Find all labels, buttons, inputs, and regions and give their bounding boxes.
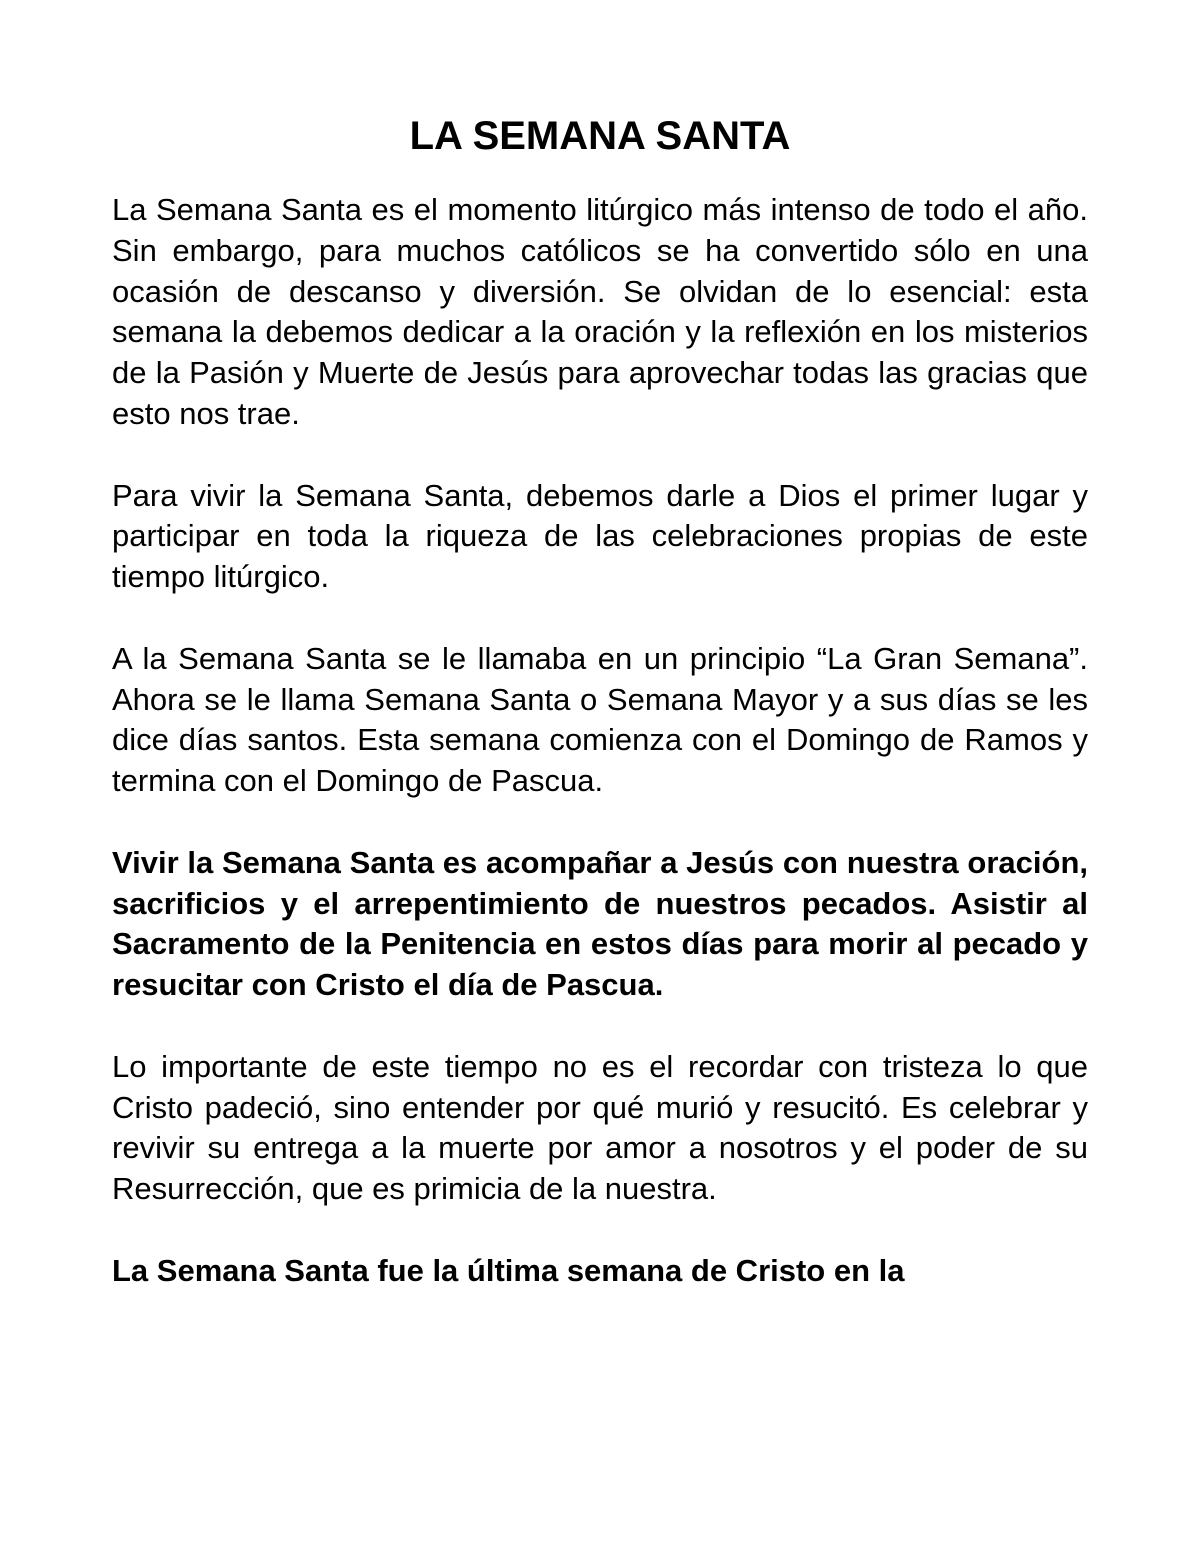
paragraph-what-matters: Lo importante de este tiempo no es el recordar con tristeza lo que Cristo padeció, sino entender por qué murió y resucitó. Es celebrar y revivir su entrega a la muerte por amor a nosotros y el poder de su Resurrección, que es primicia de la nuestra. — [112, 1048, 1088, 1207]
paragraph-great-week: A la Semana Santa se le llamaba en un principio “La Gran Semana”. Ahora se le llama Semana Santa o Semana Mayor y a sus días se les dice días santos. Esta semana comienza con el Domingo de Ramos y termina con el Domingo de Pascua. — [112, 640, 1088, 799]
document-page — [112, 108, 1088, 1292]
document-title: LA SEMANA SANTA — [409, 114, 791, 158]
paragraph-last-week: La Semana Santa fue la última semana de Cristo en la — [112, 1252, 905, 1288]
paragraph-intro: La Semana Santa es el momento litúrgico más intenso de todo el año. Sin embargo, para muchos católicos se ha convertido sólo en una ocasión de descanso y diversión. Se olvidan de lo esencial: esta semana la debemos dedicar a la oración y la reflexión en los misterios de la Pasión y Muerte de Jesús para aprovechar todas las gracias que esto nos trae. — [112, 192, 1088, 431]
paragraph-living-holy-week: Para vivir la Semana Santa, debemos darle a Dios el primer lugar y participar en toda la riqueza de las celebraciones propias de este tiempo litúrgico. — [112, 477, 1088, 595]
paragraph-accompany-jesus: Vivir la Semana Santa es acompañar a Jesús con nuestra oración, sacrificios y el arrepentimiento de nuestros pecados. Asistir al Sacramento de la Penitencia en estos días para morir al pecado y resucitar con Cristo el día de Pascua. — [112, 844, 1088, 1003]
